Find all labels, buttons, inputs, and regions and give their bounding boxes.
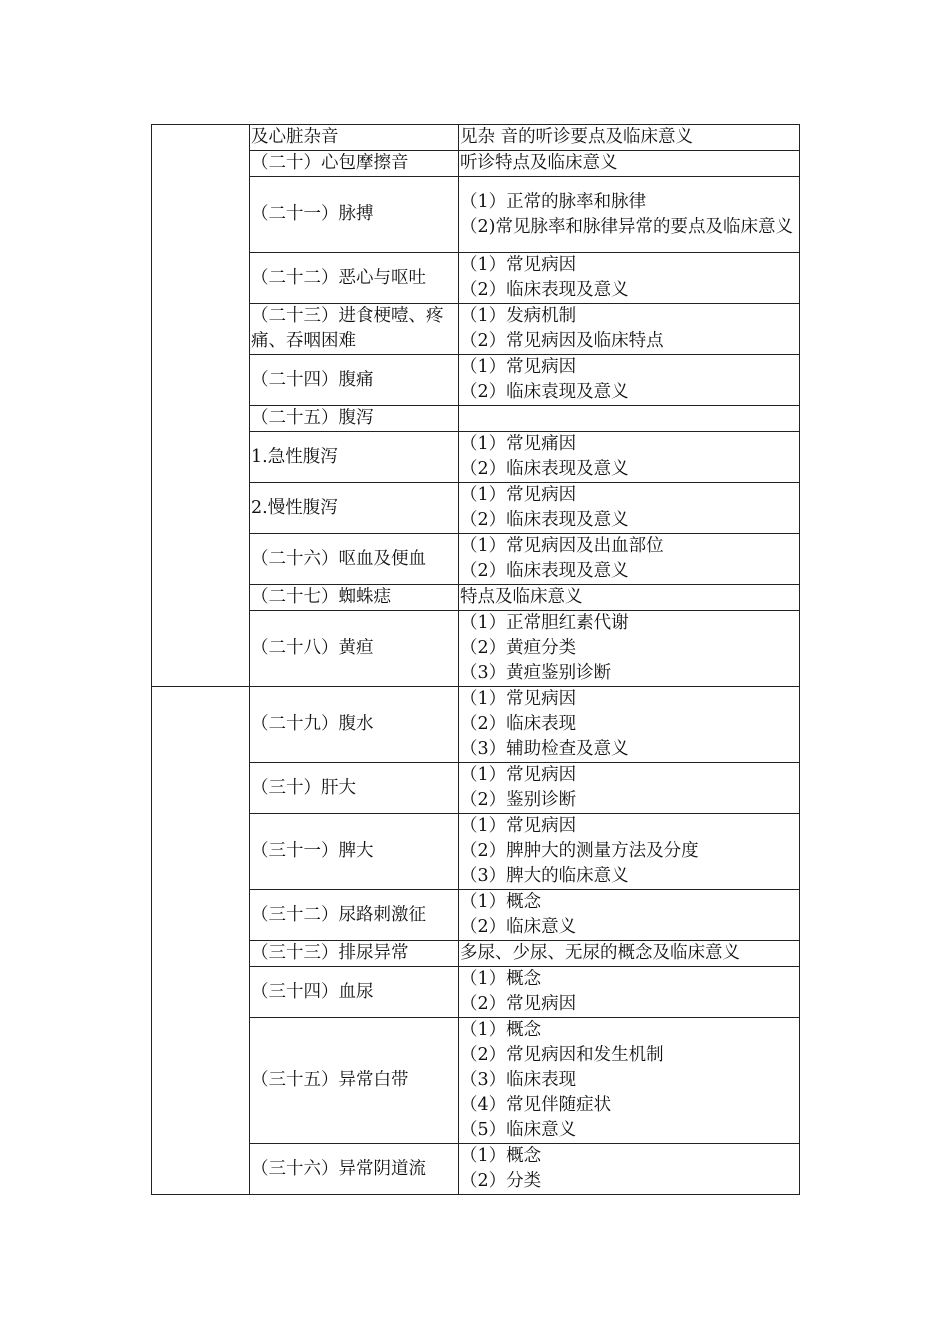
content-line: （2）临床表现	[460, 714, 577, 734]
content-line: （1）常见病因	[460, 357, 577, 377]
item-text: （三十五）异常白带	[251, 1070, 409, 1090]
content-cell	[459, 534, 800, 585]
content-line: （1）概念	[460, 1020, 542, 1040]
content-cell	[459, 483, 800, 534]
item-cell	[250, 941, 459, 967]
item-text: 及心脏杂音	[251, 127, 339, 147]
table-row	[152, 814, 800, 890]
content-cell	[459, 1144, 800, 1195]
item-text: （二十八）黄疸	[251, 638, 374, 658]
content-line: （2）临床袁现及意义	[460, 382, 629, 402]
content-line: （2）临床表现及意义	[460, 510, 629, 530]
table-row	[152, 611, 800, 687]
content-cell	[459, 253, 800, 304]
table-row	[152, 253, 800, 304]
table-row	[152, 890, 800, 941]
table-row	[152, 125, 800, 151]
content-line: （1）正常胆红素代谢	[460, 613, 629, 633]
content-cell	[459, 687, 800, 763]
content-line: （1）常见病因	[460, 765, 577, 785]
content-cell	[459, 355, 800, 406]
item-text: （三十二）尿路刺激征	[251, 904, 426, 925]
item-text: （三十三）排尿异常	[251, 943, 409, 963]
item-text: （二十二）恶心与呕吐	[251, 267, 426, 288]
item-text: （三十六）异常阴道流	[251, 1158, 426, 1179]
item-cell	[250, 814, 459, 890]
table-row	[152, 941, 800, 967]
content-cell	[459, 304, 800, 355]
item-text: （二十五）腹泻	[251, 408, 374, 428]
table-row	[152, 406, 800, 432]
table-row	[152, 432, 800, 483]
content-line: （2）常见病因和发生机制	[460, 1045, 664, 1065]
content-line: （2）临床表现及意义	[460, 459, 629, 479]
item-cell	[250, 432, 459, 483]
content-line: （2）临床意义	[460, 917, 577, 937]
item-cell	[250, 1144, 459, 1195]
content-line: （2）临床表现及意义	[460, 561, 629, 581]
content-line: 见杂 音的听诊要点及临床意义	[460, 127, 694, 147]
item-cell	[250, 304, 459, 355]
content-cell	[459, 1018, 800, 1144]
table-row	[152, 967, 800, 1018]
content-line: （2）鉴别诊断	[460, 790, 577, 810]
table-row	[152, 304, 800, 355]
item-text: （三十一）脾大	[251, 841, 374, 861]
content-line: 多尿、少尿、无尿的概念及临床意义	[460, 943, 740, 963]
item-cell	[250, 967, 459, 1018]
item-text: （二十一）脉搏	[251, 204, 374, 224]
item-cell	[250, 534, 459, 585]
item-text: （三十四）血尿	[251, 981, 374, 1002]
table-row	[152, 534, 800, 585]
content-line: （1）概念	[460, 969, 542, 989]
item-text: 2.慢性腹泻	[251, 497, 338, 518]
table-row	[152, 151, 800, 177]
item-cell	[250, 1018, 459, 1144]
content-line: （2）黄疸分类	[460, 638, 577, 658]
content-cell	[459, 177, 800, 253]
category-cell	[152, 125, 250, 687]
item-text: （二十）心包摩擦音	[251, 153, 409, 173]
item-cell	[250, 763, 459, 814]
content-line: （3）黄疸鉴别诊断	[460, 663, 612, 683]
content-line: 听诊特点及临床意义	[460, 153, 618, 173]
item-cell	[250, 611, 459, 687]
table-row	[152, 1018, 800, 1144]
content-line: （2）常见病因	[460, 994, 577, 1014]
table-row	[152, 355, 800, 406]
content-cell	[459, 432, 800, 483]
table-row	[152, 1144, 800, 1195]
content-line: （1）概念	[460, 1146, 542, 1166]
content-line: （1）常见病因	[460, 255, 577, 275]
item-text: （三十）肝大	[251, 777, 356, 798]
content-line: （1）常见病因	[460, 485, 577, 505]
item-text: （二十四）腹痛	[251, 369, 374, 390]
content-cell	[459, 406, 800, 432]
table-row	[152, 177, 800, 253]
content-line: 特点及临床意义	[460, 587, 583, 607]
item-text: 1.急性腹泻	[251, 446, 338, 467]
content-line: （1）常见痛因	[460, 434, 577, 454]
content-line: （4）常见伴随症状	[460, 1095, 612, 1115]
item-cell	[250, 151, 459, 177]
item-cell	[250, 585, 459, 611]
content-line: （2）临床表现及意义	[460, 280, 629, 300]
category-cell	[152, 687, 250, 1195]
item-cell	[250, 483, 459, 534]
content-line: （2)常见脉率和脉律异常的要点及临床意义	[460, 216, 793, 237]
content-line: （1）常见病因及出血部位	[460, 536, 664, 556]
content-line: （1）概念	[460, 892, 542, 912]
item-cell	[250, 406, 459, 432]
content-cell	[459, 585, 800, 611]
table-row	[152, 763, 800, 814]
item-cell	[250, 355, 459, 406]
item-text: （二十七）蜘蛛痣	[251, 587, 391, 607]
content-cell	[459, 941, 800, 967]
content-cell	[459, 814, 800, 890]
content-line: （3）脾大的临床意义	[460, 866, 629, 886]
content-cell	[459, 763, 800, 814]
item-cell	[250, 177, 459, 253]
table-row	[152, 585, 800, 611]
content-line: （1）常见病因	[460, 816, 577, 836]
content-cell	[459, 151, 800, 177]
content-line: （2）脾肿大的测量方法及分度	[460, 841, 699, 861]
item-text: （二十三）进食梗噎、疼痛、吞咽困难	[251, 306, 444, 351]
item-cell	[250, 125, 459, 151]
content-line: （1）正常的脉率和脉律	[460, 191, 647, 212]
content-line: （3）辅助检查及意义	[460, 739, 629, 759]
content-line: （1）常见病因	[460, 689, 577, 709]
table-row	[152, 687, 800, 763]
content-line: （1）发病机制	[460, 306, 577, 326]
content-line: （5）临床意义	[460, 1120, 577, 1140]
content-cell	[459, 890, 800, 941]
content-cell	[459, 967, 800, 1018]
content-line: （3）临床表现	[460, 1070, 577, 1090]
item-cell	[250, 253, 459, 304]
content-line: （2）常见病因及临床特点	[460, 331, 664, 351]
syllabus-table-body	[152, 125, 800, 1195]
item-text: （二十六）呕血及便血	[251, 548, 426, 569]
item-cell	[250, 687, 459, 763]
content-line: （2）分类	[460, 1171, 542, 1191]
item-cell	[250, 890, 459, 941]
content-cell	[459, 611, 800, 687]
table-row	[152, 483, 800, 534]
item-text: （二十九）腹水	[251, 714, 374, 734]
syllabus-table	[151, 124, 800, 1195]
content-cell	[459, 125, 800, 151]
